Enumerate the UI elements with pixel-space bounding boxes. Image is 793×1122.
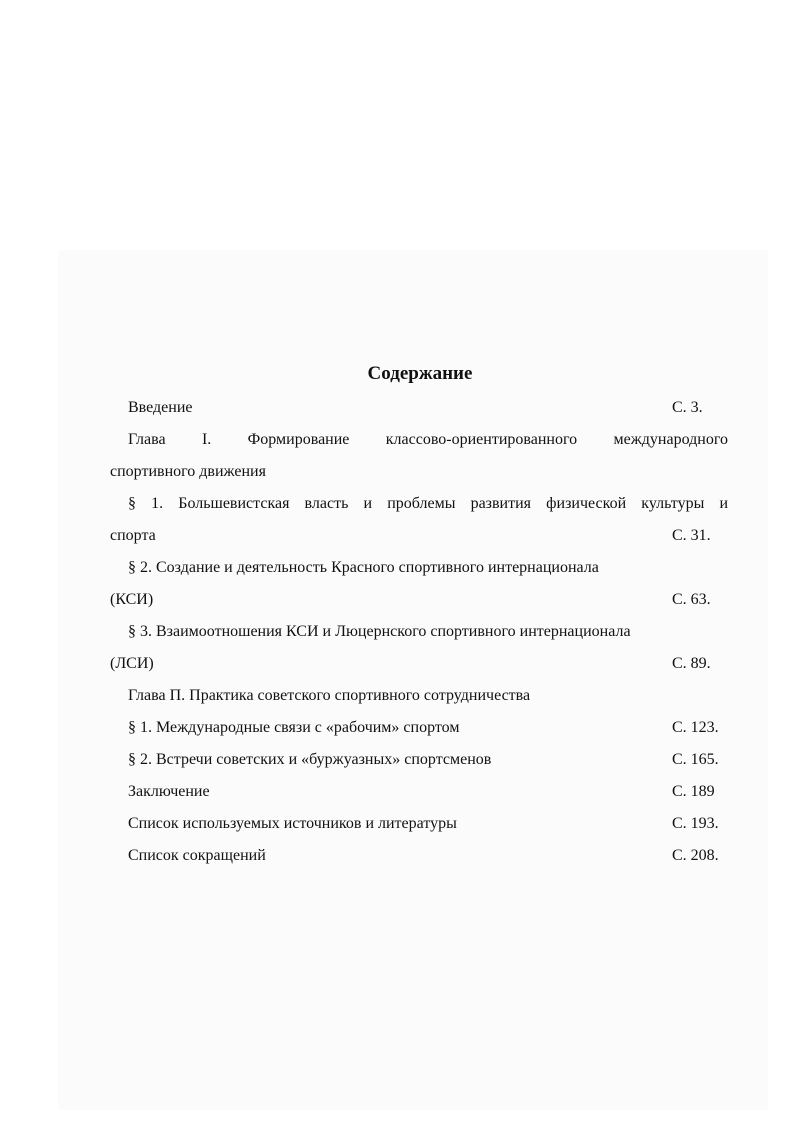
toc-entry-page: С. 31. xyxy=(672,527,711,544)
toc-entry-page: С. 63. xyxy=(672,591,711,608)
toc-entry-chapter-1-continued xyxy=(110,456,728,488)
toc-entry-chapter-1-section-1 xyxy=(110,488,728,520)
toc-entry-sources xyxy=(110,808,728,840)
toc-entry-chapter-1-section-3-continued xyxy=(110,648,728,680)
toc-entry-page: С. 89. xyxy=(672,655,711,672)
toc-entry-chapter-1-section-3 xyxy=(110,616,728,648)
toc-entry-text: Список используемых источников и литературы xyxy=(128,815,457,832)
toc-entry-chapter-2-section-2 xyxy=(110,744,728,776)
toc-entry-chapter-1-section-2 xyxy=(110,552,728,584)
toc-entry-text: (КСИ) xyxy=(110,591,154,608)
table-of-contents xyxy=(110,362,728,872)
toc-entry-chapter-1-section-2-continued xyxy=(110,584,728,616)
toc-entry-text: Введение xyxy=(128,399,193,416)
toc-entry-text: § 1. Международные связи с «рабочим» спортом xyxy=(128,719,460,736)
toc-entry-text: § 1. Большевистская власть и проблемы развития физической культуры и xyxy=(128,495,728,512)
toc-entry-page: С. 193. xyxy=(672,815,719,832)
toc-entry-text: Глава П. Практика советского спортивного сотрудничества xyxy=(128,687,531,704)
toc-entry-text: § 3. Взаимоотношения КСИ и Люцернского спортивного интернационала xyxy=(128,623,631,640)
toc-entry-page: С. 208. xyxy=(672,847,719,864)
toc-entry-text: Заключение xyxy=(128,783,210,800)
toc-entry-text: Глава I. Формирование классово-ориентированного международного xyxy=(128,431,728,448)
toc-entry-text: § 2. Создание и деятельность Красного спортивного интернационала xyxy=(128,559,599,576)
toc-title: Содержание xyxy=(367,363,473,384)
toc-entry-chapter-1 xyxy=(110,424,728,456)
toc-entry-page: С. 189 xyxy=(672,783,715,800)
toc-entry-introduction xyxy=(110,392,728,424)
toc-entry-abbreviations xyxy=(110,840,728,872)
toc-entry-page: С. 3. xyxy=(672,399,703,416)
toc-entry-conclusion xyxy=(110,776,728,808)
toc-entry-page: С. 123. xyxy=(672,719,719,736)
toc-entry-chapter-2 xyxy=(110,680,728,712)
toc-entry-page: С. 165. xyxy=(672,751,719,768)
toc-entry-text: спорта xyxy=(110,527,156,544)
toc-entry-text: § 2. Встречи советских и «буржуазных» спортсменов xyxy=(128,751,492,768)
toc-entry-text: Список сокращений xyxy=(128,847,266,864)
toc-entry-text: спортивного движения xyxy=(110,463,266,480)
toc-entry-text: (ЛСИ) xyxy=(110,655,154,672)
toc-entry-chapter-2-section-1 xyxy=(110,712,728,744)
toc-entry-chapter-1-section-1-continued xyxy=(110,520,728,552)
